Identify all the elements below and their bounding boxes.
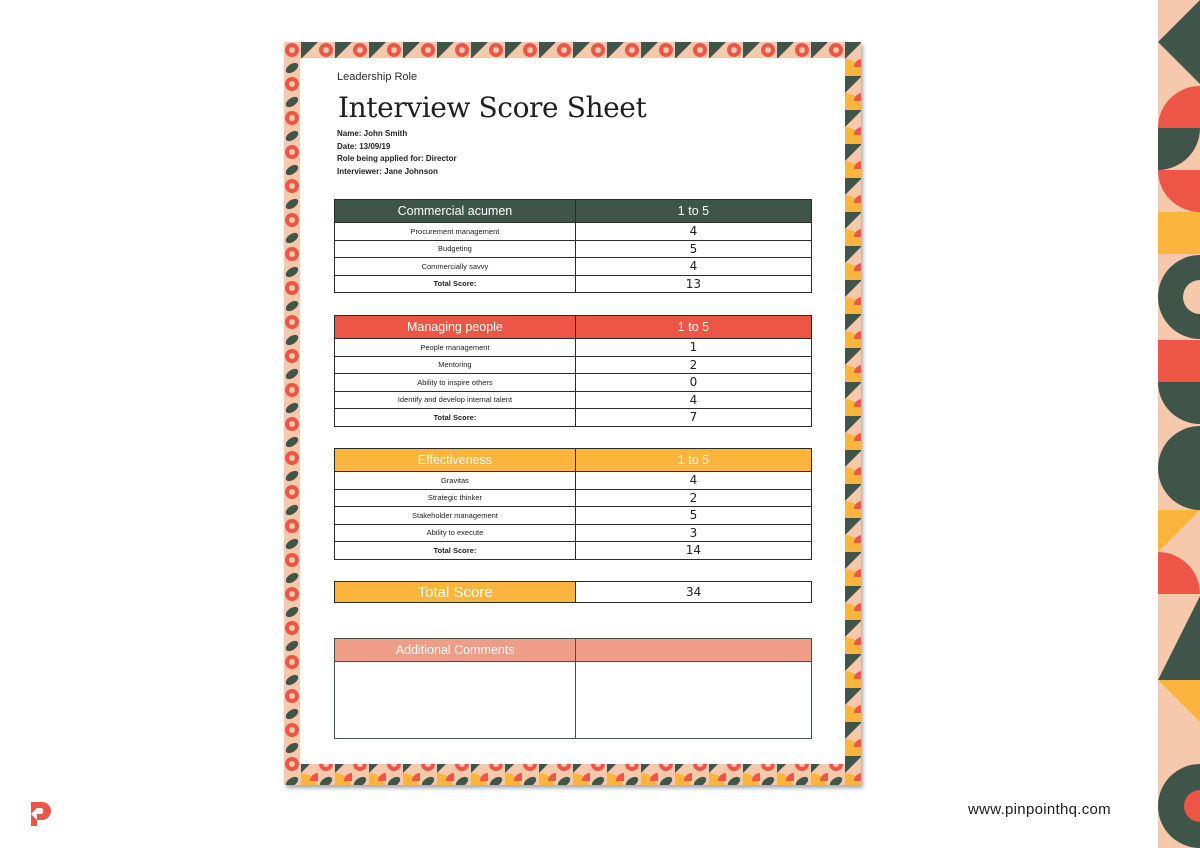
criterion-score: 5: [575, 240, 811, 258]
table-row: [335, 489, 812, 507]
criterion-score: 2: [575, 489, 811, 507]
total-label: Total Score:: [335, 409, 576, 427]
table-row: [335, 524, 812, 542]
table-row: [335, 374, 812, 392]
table-row: [335, 391, 812, 409]
effectiveness-table: [334, 448, 812, 560]
total-value: 13: [575, 275, 811, 293]
scale-header: 1 to 5: [575, 449, 811, 472]
scale-header: 1 to 5: [575, 316, 811, 339]
meta-interviewer: Interviewer: Jane Johnson: [337, 166, 438, 176]
commercial-acumen-table: [334, 199, 812, 293]
criterion-label: Ability to inspire others: [335, 374, 576, 392]
total-row: [335, 542, 812, 560]
meta-role: Role being applied for: Director: [337, 154, 457, 163]
criterion-score: 1: [575, 339, 811, 357]
comments-cell-left[interactable]: [335, 662, 576, 738]
criterion-label: Procurement management: [335, 223, 576, 241]
criterion-label: Gravitas: [335, 472, 576, 490]
table-row: [335, 223, 812, 241]
meta-date: Date: 13/09/19: [337, 141, 391, 151]
role-subtitle: Leadership Role: [337, 71, 418, 83]
criterion-label: Mentoring: [335, 356, 576, 374]
decorative-pattern-strip: [1158, 0, 1200, 848]
criterion-label: Ability to execute: [335, 524, 576, 542]
criterion-score: 4: [575, 223, 811, 241]
total-label: Total Score:: [335, 542, 576, 560]
comments-header: Additional Comments: [335, 639, 576, 661]
overall-total-label: Total Score: [335, 582, 576, 602]
candidate-meta: [337, 128, 457, 178]
overall-total-value: 34: [686, 585, 702, 599]
table-row: [335, 339, 812, 357]
scale-header: 1 to 5: [575, 200, 811, 223]
criterion-score: 4: [575, 391, 811, 409]
criterion-label: Budgeting: [335, 240, 576, 258]
criterion-label: Identify and develop internal talent: [335, 391, 576, 409]
table-row: [335, 258, 812, 276]
website-link[interactable]: www.pinpointhq.com: [968, 801, 1111, 818]
criterion-score: 4: [575, 258, 811, 276]
table-row: [335, 507, 812, 525]
total-value: 7: [575, 409, 811, 427]
criterion-label: Stakeholder management: [335, 507, 576, 525]
section-header: Effectiveness: [335, 449, 576, 472]
total-value: 14: [575, 542, 811, 560]
criterion-score: 3: [575, 524, 811, 542]
table-row: [335, 356, 812, 374]
meta-name: Name: John Smith: [337, 129, 408, 138]
table-row: [335, 472, 812, 490]
criterion-label: People management: [335, 339, 576, 357]
criterion-score: 2: [575, 356, 811, 374]
score-sheet-paper: [300, 58, 845, 764]
section-header: Managing people: [335, 316, 576, 339]
total-row: [335, 275, 812, 293]
total-label: Total Score:: [335, 275, 576, 293]
criterion-label: Commercially savvy: [335, 258, 576, 276]
overall-total: [334, 581, 812, 603]
page-title: Interview Score Sheet: [338, 91, 647, 124]
pinpoint-logo-icon[interactable]: [28, 800, 54, 828]
criterion-label: Strategic thinker: [335, 489, 576, 507]
criterion-score: 0: [575, 374, 811, 392]
criterion-score: 4: [575, 472, 811, 490]
section-header: Commercial acumen: [335, 200, 576, 223]
total-row: [335, 409, 812, 427]
managing-people-table: [334, 315, 812, 427]
additional-comments-box: [334, 638, 812, 739]
table-row: [335, 240, 812, 258]
criterion-score: 5: [575, 507, 811, 525]
